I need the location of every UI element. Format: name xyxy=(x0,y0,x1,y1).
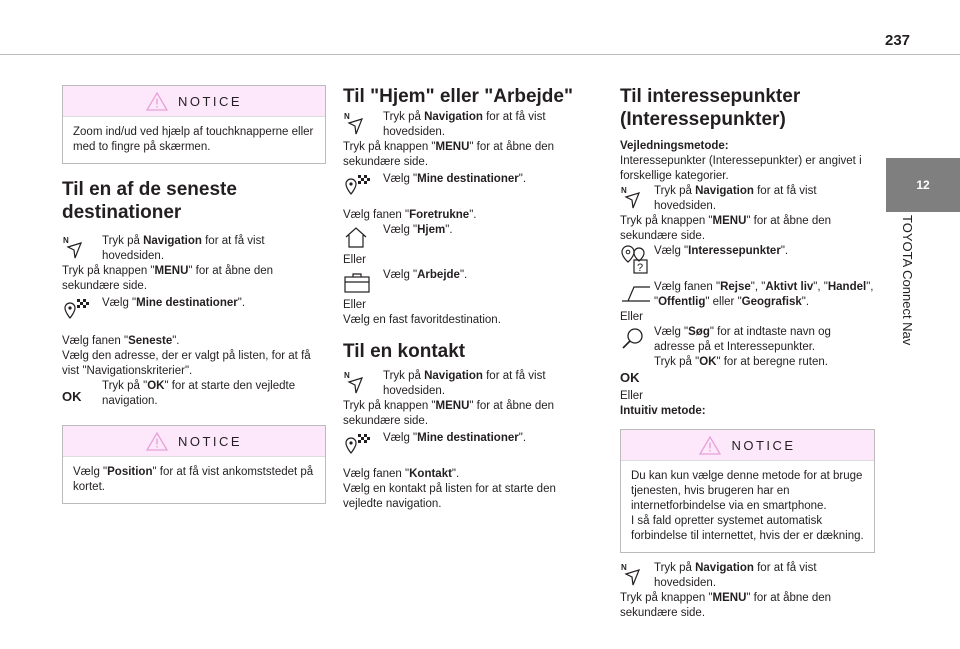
column-2 xyxy=(343,85,583,512)
step-my-destinations: Vælg "Mine destinationer". xyxy=(343,431,583,459)
section-heading: Til en kontakt xyxy=(343,341,466,362)
navigation-icon xyxy=(343,110,383,138)
ok-icon: OK xyxy=(620,370,640,385)
method-text: Interessepunkter (Interessepunkter) er angivet i forskellige kategorier. xyxy=(620,155,862,182)
notice-title: NOTICE xyxy=(731,437,796,453)
svg-text:N: N xyxy=(344,112,350,121)
notice-title: NOTICE xyxy=(177,93,243,109)
step-home: Vælg "Hjem". xyxy=(343,223,583,251)
select-instruction: Vælg den adresse, der er valgt på listen, for at få vist "Navigationskriterier". xyxy=(62,350,311,377)
notice-box xyxy=(620,429,875,553)
step-work: Vælg "Arbejde". xyxy=(343,268,583,296)
step-search: Vælg "Søg" for at indtaste navn og adresse på et Interessepunkter. xyxy=(620,325,875,355)
svg-text:N: N xyxy=(63,236,69,245)
page-number: 237 xyxy=(885,32,911,49)
section-heading: Til "Hjem" eller "Arbejde" xyxy=(343,86,573,107)
ok-icon: OK xyxy=(62,388,82,404)
menu-instruction: Tryk på knappen "MENU" for at åbne den sekundære side. xyxy=(343,400,555,427)
or-text: Eller xyxy=(343,299,367,311)
menu-instruction: Tryk på knappen "MENU" for at åbne den sekundære side. xyxy=(620,215,832,242)
warning-icon xyxy=(146,432,168,451)
notice-title: NOTICE xyxy=(177,433,243,449)
notice-text: Vælg "Position" for at få vist ankomststedet på kortet. xyxy=(73,466,314,493)
column-1 xyxy=(62,85,326,504)
notice-box xyxy=(62,85,326,164)
notice-header xyxy=(63,86,325,117)
briefcase-icon xyxy=(343,268,383,296)
step-navigation: N Tryk på Navigation for at få vist hovedsiden. xyxy=(344,370,546,397)
navigation-icon xyxy=(620,184,654,212)
poi-icon xyxy=(620,244,654,274)
method-label: Vejledningsmetode: xyxy=(620,140,729,152)
svg-text:N: N xyxy=(621,563,627,572)
menu-instruction: Tryk på knappen "MENU" for at åbne den sekundære side. xyxy=(620,592,832,619)
warning-icon xyxy=(699,436,721,455)
destinations-icon xyxy=(343,431,383,459)
notice-header xyxy=(621,430,874,461)
step-navigation: N Tryk på Navigation for at få vist hovedsiden. xyxy=(344,111,546,138)
tab-instruction: Vælg fanen "Kontakt". xyxy=(343,468,460,480)
destinations-icon xyxy=(62,296,102,324)
or-text: Eller xyxy=(620,390,644,402)
notice-text: Du kan kun vælge denne metode for at bruge tjenesten, hvis brugeren har en internetforbindelse via en smartphone. xyxy=(631,470,863,512)
home-icon xyxy=(343,223,383,251)
tab-instruction: Vælg fanen "Foretrukne". xyxy=(343,209,477,221)
section-heading: Til en af de seneste destinationer xyxy=(62,179,237,223)
svg-text:?: ? xyxy=(637,262,644,274)
header-divider xyxy=(0,54,960,55)
step-ok: OK Tryk på "OK" for at starte den vejledte navigation. xyxy=(62,379,326,413)
step-ok: OK Tryk på "OK" for at beregne ruten. xyxy=(620,356,828,385)
navigation-icon xyxy=(343,369,383,397)
navigation-icon xyxy=(62,234,102,262)
destinations-icon xyxy=(343,172,383,200)
step-my-destinations: Vælg "Mine destinationer". xyxy=(62,296,326,324)
notice-box xyxy=(62,425,326,504)
svg-text:N: N xyxy=(621,186,627,195)
intuitive-method-label: Intuitiv metode: xyxy=(620,405,706,417)
tab-instruction: Vælg fanen "Seneste". xyxy=(62,335,180,347)
chapter-side-label xyxy=(897,215,917,415)
step-navigation: N Tryk på Navigation for at få vist hovedsiden. xyxy=(621,562,817,589)
column-3 xyxy=(620,85,875,621)
notice-header xyxy=(63,426,325,457)
svg-text:N: N xyxy=(344,371,350,380)
contact-instruction: Vælg en kontakt på listen for at starte den vejledte navigation. xyxy=(343,483,556,510)
chapter-title: TOYOTA Connect Nav xyxy=(900,215,915,346)
category-tabs-icon xyxy=(620,280,654,308)
step-poi: ? Vælg "Interessepunkter". xyxy=(620,244,875,274)
menu-instruction: Tryk på knappen "MENU" for at åbne den sekundære side. xyxy=(62,265,274,292)
or-text: Eller xyxy=(620,311,644,323)
step-categories: Vælg fanen "Rejse", "Aktivt liv", "Handel", "Offentlig" eller "Geografisk". xyxy=(620,280,875,310)
section-heading: Til interessepunkter (Interessepunkter) xyxy=(620,86,801,130)
notice-text: I så fald opretter systemet automatisk forbindelse til internettet, hvis der er dækning. xyxy=(631,515,864,542)
fixed-favorite-text: Vælg en fast favoritdestination. xyxy=(343,314,501,326)
step-navigation: N Tryk på Navigation for at få vist hovedsiden. xyxy=(63,235,265,262)
step-my-destinations: Vælg "Mine destinationer". xyxy=(343,172,583,200)
notice-text: Zoom ind/ud ved hjælp af touchknapperne eller med to fingre på skærmen. xyxy=(73,126,314,153)
navigation-icon xyxy=(620,561,654,589)
chapter-tab: 12 xyxy=(886,158,960,212)
step-navigation: N Tryk på Navigation for at få vist hovedsiden. xyxy=(621,185,817,212)
or-text: Eller xyxy=(343,254,367,266)
menu-instruction: Tryk på knappen "MENU" for at åbne den sekundære side. xyxy=(343,141,555,168)
search-icon xyxy=(620,325,654,353)
warning-icon xyxy=(146,92,168,111)
